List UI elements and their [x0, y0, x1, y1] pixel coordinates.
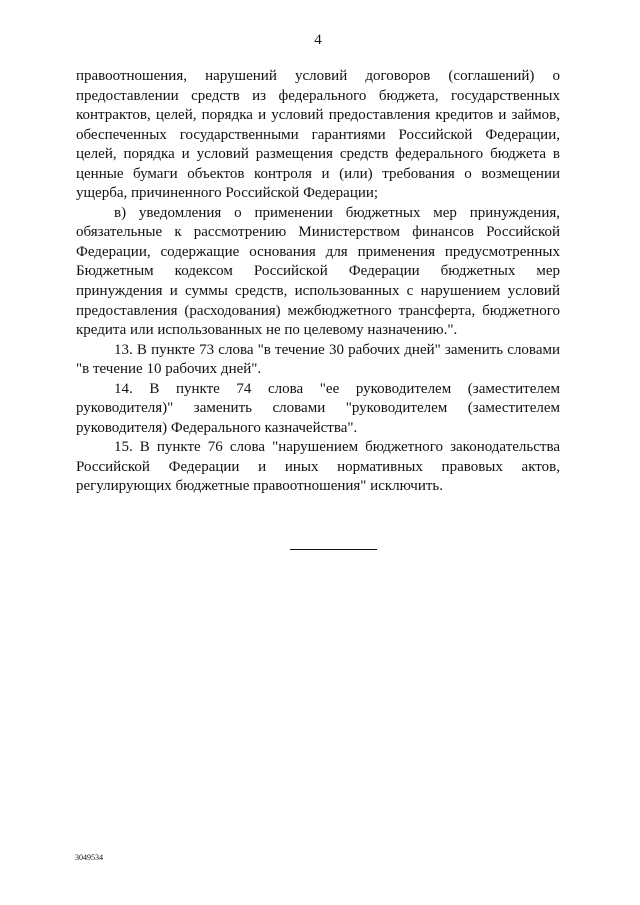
- paragraph: [76, 204, 560, 341]
- text-line: регулирующих бюджетные правоотношения" исключить.: [76, 478, 443, 495]
- text-line: ценные бумаги объектов контроля и (или) требования о возмещении: [76, 165, 560, 182]
- text-line: обязательные к рассмотрению Министерством финансов Российской: [76, 224, 560, 241]
- separator-line: [290, 549, 377, 550]
- paragraph: [76, 341, 560, 380]
- text-line: в) уведомления о применении бюджетных мер принуждения,: [114, 204, 560, 221]
- paragraph: [76, 67, 560, 204]
- text-line: Бюджетным кодексом Российской Федерации бюджетных мер: [76, 263, 560, 280]
- paragraph: [76, 438, 560, 497]
- text-line: кредита или использованных не по целевому назначению.".: [76, 322, 458, 339]
- text-line: 15. В пункте 76 слова "нарушением бюджетного законодательства: [114, 439, 560, 456]
- text-line: руководителя)" заменить словами "руководителем (заместителем: [76, 400, 560, 417]
- document-body: [76, 67, 560, 497]
- paragraph: [76, 380, 560, 439]
- text-line: "в течение 10 рабочих дней".: [76, 361, 262, 378]
- text-line: руководителя) Федерального казначейства".: [76, 419, 358, 436]
- text-line: 13. В пункте 73 слова "в течение 30 рабочих дней" заменить словами: [114, 341, 560, 358]
- text-line: ущерба, причиненного Российской Федерации;: [76, 185, 379, 202]
- text-line: принуждения и суммы средств, использованных с нарушением условий: [76, 283, 560, 300]
- text-line: Российской Федерации и иных нормативных правовых актов,: [76, 458, 560, 475]
- text-line: целей, порядка и условий размещения средств федерального бюджета в: [76, 146, 560, 163]
- text-line: Федерации, содержащие основания для применения предусмотренных: [76, 243, 560, 260]
- text-line: предоставлении средств из федерального бюджета, государственных: [76, 87, 560, 104]
- page-number: 4: [314, 32, 322, 48]
- text-line: контрактов, целей, порядка и условий предоставления кредитов и займов,: [76, 107, 560, 124]
- text-line: обеспеченных государственными гарантиями Российской Федерации,: [76, 126, 560, 143]
- document-id: 3049534: [75, 853, 103, 862]
- text-line: предоставления (расходования) межбюджетного трансферта, бюджетного: [76, 302, 560, 319]
- text-line: 14. В пункте 74 слова "ее руководителем (заместителем: [114, 380, 560, 397]
- text-line: правоотношения, нарушений условий договоров (соглашений) о: [76, 68, 560, 84]
